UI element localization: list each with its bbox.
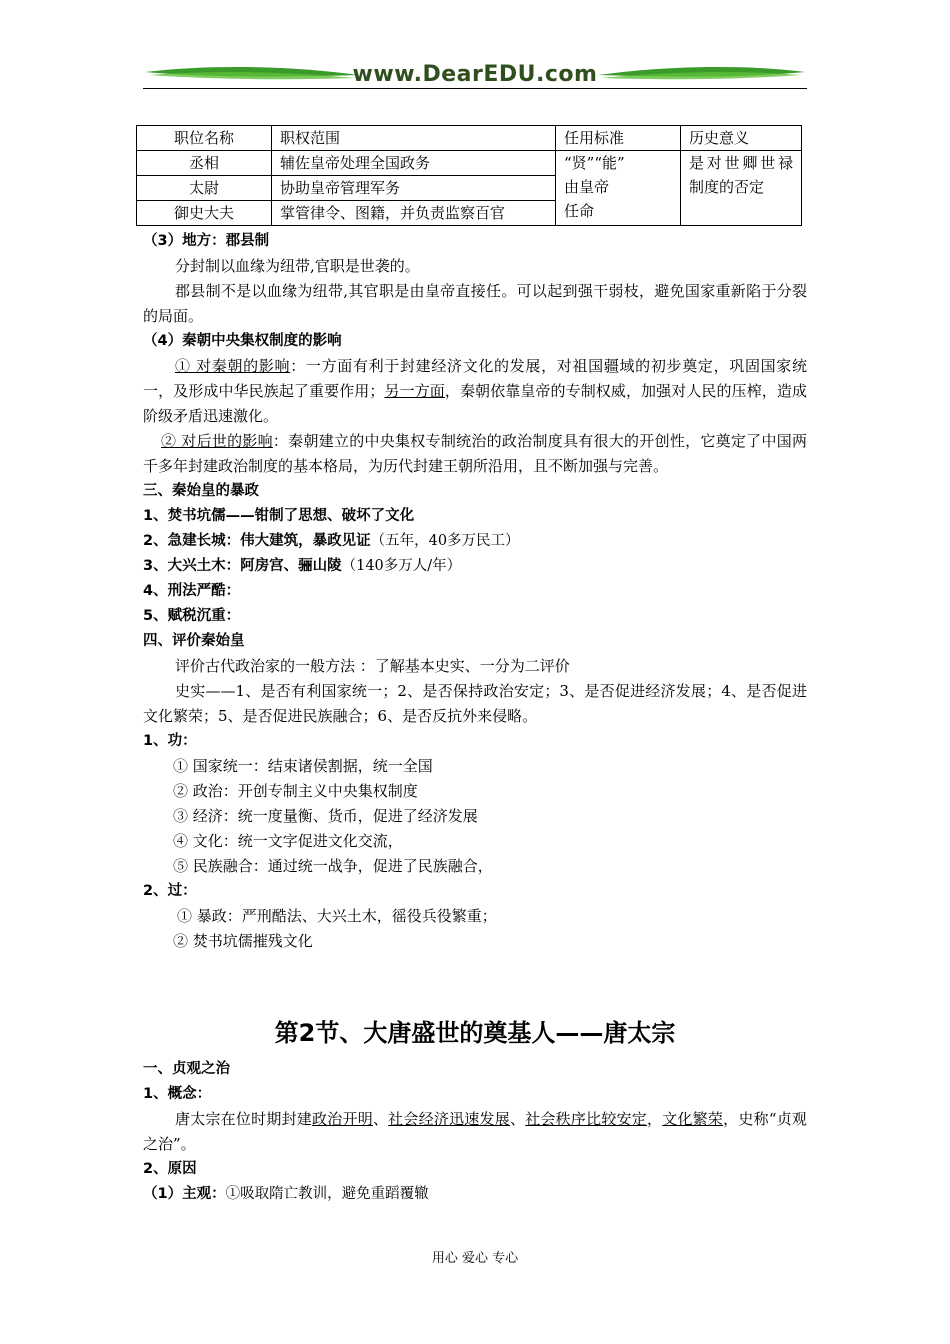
page-header [143, 58, 807, 94]
text-run: ①吸取隋亡教训，避免重蹈覆辙 [225, 1186, 429, 1202]
table-header-cell: 任用标准 [556, 126, 681, 151]
list-item: ② 政治：开创专制主义中央集权制度 [173, 782, 418, 800]
paragraph: 史实——1、是否有利国家统一；2、是否保持政治安定；3、是否促进经济发展；4、是否促进文化繁荣；5、是否促进民族融合；6、是否反抗外来侵略。 [143, 682, 807, 725]
paragraph: 郡县制不是以血缘为纽带,其官职是由皇帝直接任。可以起到强干弱枝，避免国家重新陷于分裂的局面。 [143, 282, 807, 325]
sub-heading: 2、过： [143, 883, 197, 899]
table-cell-standard [556, 151, 681, 226]
list-item: ② 焚书坑儒摧残文化 [173, 932, 313, 950]
list-item: 1、焚书坑儒——钳制了思想、破坏了文化 [143, 508, 415, 524]
table-cell-post: 太尉 [137, 176, 272, 201]
officials-table [136, 125, 802, 226]
text-run: 2、急建长城：伟大建筑，暴政见证 [143, 533, 371, 549]
table-cell-scope: 协助皇帝管理军务 [272, 176, 556, 201]
table-cell-scope: 掌管律令、图籍，并负责监察百官 [272, 201, 556, 226]
underlined-label: ① 对秦朝的影响 [175, 357, 291, 375]
sub-heading [143, 1182, 807, 1207]
table-header-row [137, 126, 802, 151]
paragraph [143, 354, 807, 429]
document-body [143, 229, 807, 1207]
standard-line: “贤”“能” [564, 154, 625, 172]
list-item: ① 国家统一：结束诸侯割据，统一全国 [173, 757, 433, 775]
text-run: （1）主观： [143, 1186, 226, 1202]
list-item: ⑤ 民族融合：通过统一战争，促进了民族融合， [173, 857, 493, 875]
sub-heading: 2、原因 [143, 1161, 197, 1177]
section-heading: 三、秦始皇的暴政 [143, 483, 259, 499]
underlined-label: ② 对后世的影响 [161, 432, 273, 450]
standard-line: 由皇帝 [564, 178, 610, 196]
text-note: （140多万人/年） [341, 558, 462, 574]
sub-heading: 1、概念： [143, 1086, 212, 1102]
table-cell-post: 御史大夫 [137, 201, 272, 226]
list-item: 5、赋税沉重： [143, 608, 241, 624]
paragraph: 分封制以血缘为纽带,官职是世袭的。 [175, 257, 420, 275]
section-heading: 四、评价秦始皇 [143, 633, 245, 649]
table-cell-significance [681, 151, 802, 226]
underlined-term: 社会经济迅速发展 [388, 1110, 510, 1128]
paragraph: 评价古代政治家的一般方法 ：了解基本史实、一分为二评价 [175, 657, 570, 675]
list-item: 4、刑法严酷： [143, 583, 241, 599]
list-item: ③ 经济：统一度量衡、货币，促进了经济发展 [173, 807, 478, 825]
list-item: ④ 文化：统一文字促进文化交流， [173, 832, 403, 850]
text-run: ，史称“贞观之治”。 [143, 1110, 807, 1153]
text-run: 3、大兴土木：阿房宫、骊山陵 [143, 558, 342, 574]
standard-line: 任命 [564, 202, 595, 220]
underlined-label: 另一方面 [384, 382, 445, 400]
text-run: 、 [509, 1110, 526, 1128]
site-logo: www.DearEDU.com [352, 62, 598, 87]
list-item [143, 529, 807, 554]
spacer [143, 954, 807, 1013]
list-item: ① 暴政：严刑酷法、大兴土木，徭役兵役繁重； [177, 907, 497, 925]
header-divider [143, 88, 807, 89]
section-title: 第2节、大唐盛世的奠基人——唐太宗 [274, 1019, 676, 1047]
sub-heading: 1、功： [143, 733, 197, 749]
text-run: 、 [372, 1110, 389, 1128]
table-header-cell: 职权范围 [272, 126, 556, 151]
table-header-cell: 职位名称 [137, 126, 272, 151]
text-run: ，秦朝依靠皇帝的专制权威，加强对人民的压榨，造成阶级矛盾迅速激化。 [143, 382, 807, 425]
list-item [143, 554, 807, 579]
significance-text: 是对世卿世禄制度的否定 [689, 154, 793, 196]
text-run: ， [647, 1110, 663, 1128]
local-heading: （3）地方：郡县制 [143, 233, 270, 249]
table-row [137, 151, 802, 176]
underlined-term: 政治开明 [312, 1110, 373, 1128]
underlined-term: 文化繁荣 [662, 1110, 724, 1128]
underlined-term: 社会秩序比较安定 [525, 1110, 647, 1128]
influence-heading: （4）秦朝中央集权制度的影响 [143, 333, 342, 349]
table-cell-post: 丞相 [137, 151, 272, 176]
text-run: ：秦朝建立的中央集权专制统治的政治制度具有很大的开创性，它奠定了中国两千多年封建政治制度的基本格局，为历代封建王朝所沿用，且不断加强与完善。 [143, 432, 807, 475]
table-header-cell: 历史意义 [681, 126, 802, 151]
section-heading: 一、贞观之治 [143, 1061, 230, 1077]
text-note: （五年，40多万民工） [370, 533, 520, 549]
page-footer: 用心 爱心 专心 [431, 1251, 519, 1266]
text-run: ：一方面有利于封建经济文化的发展，对祖国疆域的初步奠定，巩固国家统一，及形成中华民族起了重要作用； [143, 357, 807, 400]
table-cell-scope: 辅佐皇帝处理全国政务 [272, 151, 556, 176]
paragraph [143, 429, 807, 479]
text-run: 唐太宗在位时期封建 [175, 1110, 313, 1128]
paragraph [143, 1107, 807, 1157]
